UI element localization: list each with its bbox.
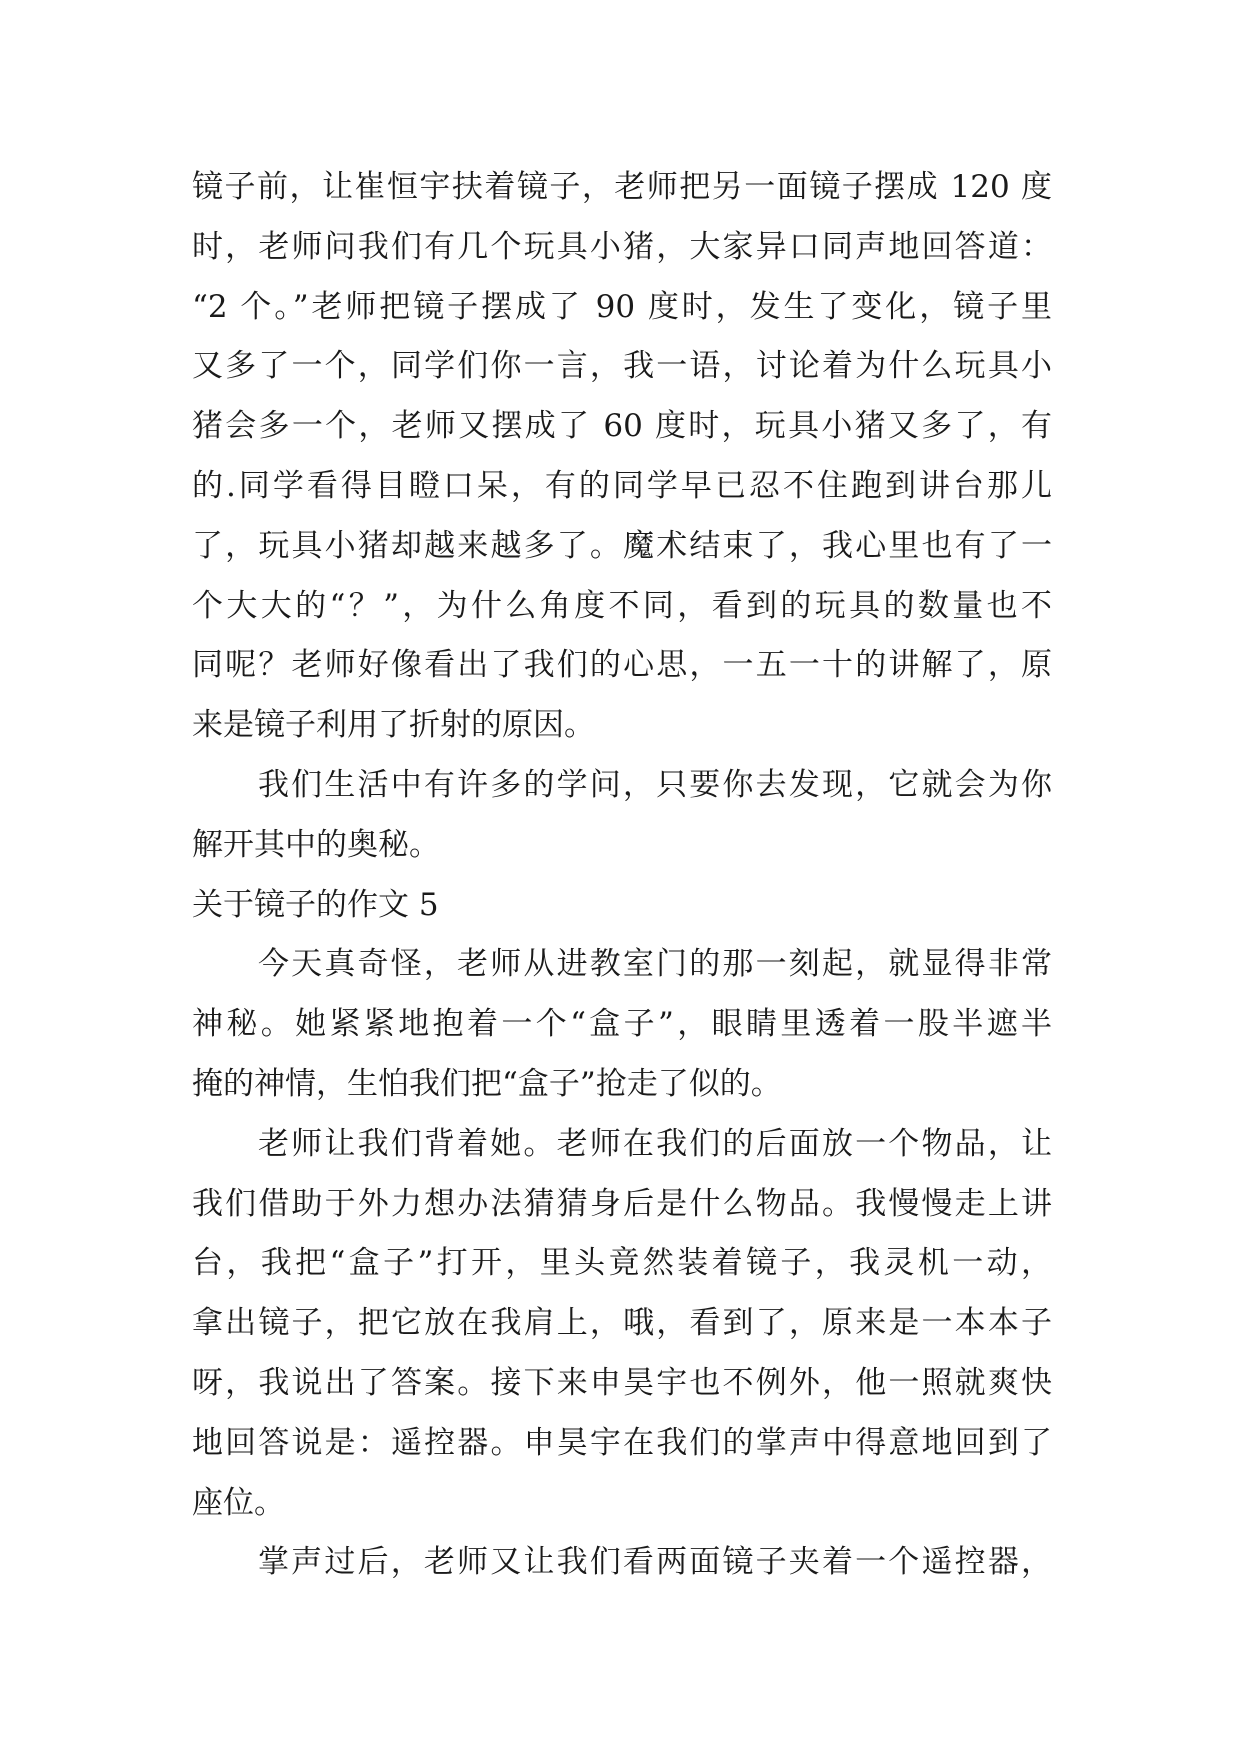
text-line: 猪会多一个，老师又摆成了 60 度时，玩具小猪又多了，有: [192, 408, 1052, 445]
text-line: 解开其中的奥秘。: [192, 826, 440, 863]
essay-text: [192, 158, 1052, 1593]
text-line: 来是镜子利用了折射的原因。: [192, 707, 595, 744]
text-line: 呀，我说出了答案。接下来申昊宇也不例外，他一照就爽快: [192, 1364, 1052, 1401]
text-line: 座位。: [192, 1484, 285, 1521]
paragraph-first-line: 今天真奇怪，老师从进教室门的那一刻起，就显得非常: [258, 946, 1052, 983]
text-line: 同呢？老师好像看出了我们的心思，一五一十的讲解了，原: [192, 647, 1052, 684]
text-line: 了，玩具小猪却越来越多了。魔术结束了，我心里也有了一: [192, 527, 1052, 564]
text-line: 时，老师问我们有几个玩具小猪，大家异口同声地回答道：: [192, 228, 1052, 265]
paragraph-first-line: 老师让我们背着她。老师在我们的后面放一个物品，让: [258, 1125, 1052, 1162]
paragraph-first-line: 我们生活中有许多的学问，只要你去发现，它就会为你: [258, 766, 1052, 803]
text-line: 个大大的“？”，为什么角度不同，看到的玩具的数量也不: [192, 587, 1052, 624]
text-line: 神秘。她紧紧地抱着一个“盒子”，眼睛里透着一股半遮半: [192, 1006, 1052, 1043]
text-line: 我们借助于外力想办法猜猜身后是什么物品。我慢慢走上讲: [192, 1185, 1052, 1222]
text-line: 镜子前，让崔恒宇扶着镜子，老师把另一面镜子摆成 120 度: [192, 169, 1052, 205]
text-line: 又多了一个，同学们你一言，我一语，讨论着为什么玩具小: [192, 348, 1052, 385]
text-line: 掩的神情，生怕我们把“盒子”抢走了似的。: [192, 1065, 782, 1102]
text-line: 的.同学看得目瞪口呆，有的同学早已忍不住跑到讲台那儿: [192, 467, 1052, 504]
text-line: “2 个。”老师把镜子摆成了 90 度时，发生了变化，镜子里: [192, 288, 1052, 325]
text-line: 台，我把“盒子”打开，里头竟然装着镜子，我灵机一动，: [192, 1245, 1052, 1282]
text-line: 拿出镜子，把它放在我肩上，哦，看到了，原来是一本本子: [192, 1305, 1052, 1342]
section-heading: 关于镜子的作文 5: [192, 886, 439, 923]
paragraph-first-line: 掌声过后，老师又让我们看两面镜子夹着一个遥控器，: [258, 1544, 1052, 1581]
text-line: 地回答说是：遥控器。申昊宇在我们的掌声中得意地回到了: [192, 1424, 1052, 1461]
